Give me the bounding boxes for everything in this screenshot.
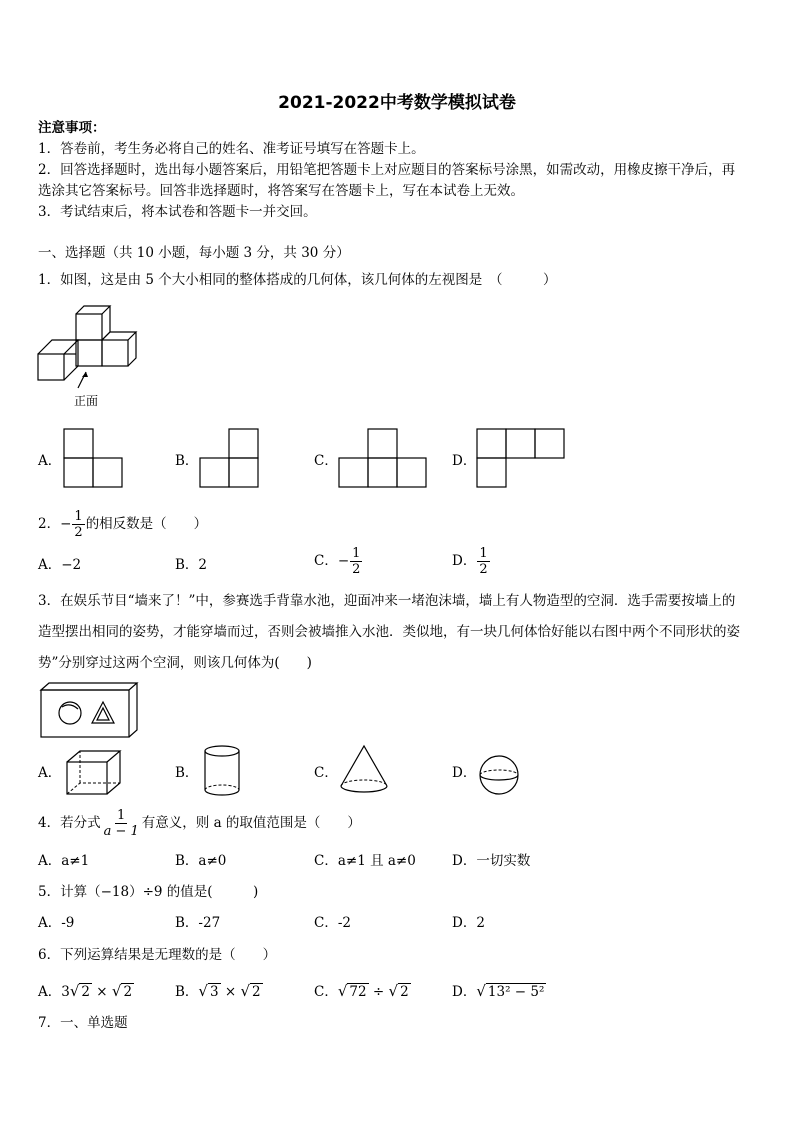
- question-1-text: 1．如图，这是由 5 个大小相同的整体搭成的几何体，该几何体的左视图是 （ ）: [38, 272, 557, 288]
- q6-option-b: B．√ 3 × √ 2: [175, 982, 261, 1000]
- q5-option-b: B．-27: [175, 915, 221, 931]
- section-heading: 一、选择题（共 10 小题，每小题 3 分，共 30 分）: [38, 245, 350, 261]
- q1-option-a-label: A．: [38, 453, 62, 469]
- q3-option-c-label: C．: [314, 765, 338, 781]
- q4-option-b: B．a≠0: [175, 853, 227, 869]
- notice-item-3: 3．考试结束后，将本试卷和答题卡一并交回。: [38, 204, 317, 220]
- q6-option-a: A．3√ 2 × √ 2: [38, 982, 133, 1000]
- q3-option-b-cylinder: [203, 744, 241, 798]
- question-3-line-3: 势”分别穿过这两个空洞，则该几何体为( ): [38, 655, 312, 671]
- q1-option-b-label: B．: [175, 453, 199, 469]
- q4-option-d: D．一切实数: [452, 853, 531, 869]
- q4-option-a: A．a≠1: [38, 853, 90, 869]
- q1-option-d-figure: [476, 428, 566, 488]
- front-label: 正面: [74, 394, 99, 408]
- q5-option-d: D．2: [452, 915, 485, 931]
- q3-option-b-label: B．: [175, 765, 199, 781]
- q3-option-d-label: D．: [452, 765, 477, 781]
- q5-option-a: A．-9: [38, 915, 75, 931]
- q1-option-a-figure: [63, 428, 123, 488]
- q2-option-b: B．2: [175, 557, 208, 573]
- q6-option-c: C．√ 72 ÷ √ 2: [314, 982, 409, 1000]
- notice-item-1: 1．答卷前，考生务必将自己的姓名、准考证号填写在答题卡上。: [38, 141, 425, 157]
- q4-fraction: $\frac{1}{a - 1}$: [103, 808, 139, 839]
- q6-option-d: D．√ 13² − 5²: [452, 982, 545, 1000]
- question-6-text: 6．下列运算结果是无理数的是（ ）: [38, 947, 277, 963]
- q3-wall-figure: [40, 682, 140, 740]
- q1-option-c-label: C．: [314, 453, 338, 469]
- q3-option-c-cone: [338, 744, 390, 794]
- q1-option-d-label: D．: [452, 453, 477, 469]
- q5-option-c: C．-2: [314, 915, 351, 931]
- question-5-text: 5．计算（−18）÷9 的值是( ): [38, 884, 259, 900]
- q1-option-c-figure: [338, 428, 428, 488]
- question-4-text: 4．若分式 $\frac{1}{a - 1}$ 有意义，则 a 的取值范围是（ ）: [38, 808, 361, 839]
- q2-fraction: $\frac{1}{2}$: [74, 509, 83, 540]
- question-3-line-1: 3．在娱乐节目“墙来了！”中，参赛选手背靠水池，迎面冲来一堵泡沫墙，墙上有人物造型的空洞．选手需要按墙上的: [38, 593, 736, 609]
- question-2-text: 2．− $\frac{1}{2}$ 的相反数是（ ）: [38, 509, 208, 540]
- notice-item-2-cont: 选涂其它答案标号。回答非选择题时，将答案写在答题卡上，写在本试卷上无效。: [38, 183, 524, 199]
- q2-option-d: D． $\frac{1}{2}$: [452, 546, 488, 577]
- q2-option-a: A．−2: [38, 557, 82, 573]
- q3-option-a-label: A．: [38, 765, 62, 781]
- notice-heading: 注意事项：: [38, 120, 106, 136]
- q2-option-c: C．− $\frac{1}{2}$: [314, 546, 361, 577]
- notice-item-2: 2．回答选择题时，选出每小题答案后，用铅笔把答题卡上对应题目的答案标号涂黑，如需改动，用橡皮擦干净后，再: [38, 162, 736, 178]
- page-title: 2021-2022中考数学模拟试卷: [278, 93, 516, 113]
- q3-option-d-sphere: [478, 754, 520, 796]
- q1-option-b-figure: [199, 428, 259, 488]
- q3-option-a-cube: [66, 750, 122, 796]
- q4-option-c: C．a≠1 且 a≠0: [314, 853, 416, 869]
- question-7-text: 7．一、单选题: [38, 1015, 128, 1031]
- question-3-line-2: 造型摆出相同的姿势，才能穿墙而过，否则会被墙推入水池．类似地，有一块几何体恰好能以右图中两个不同形状的姿: [38, 624, 740, 640]
